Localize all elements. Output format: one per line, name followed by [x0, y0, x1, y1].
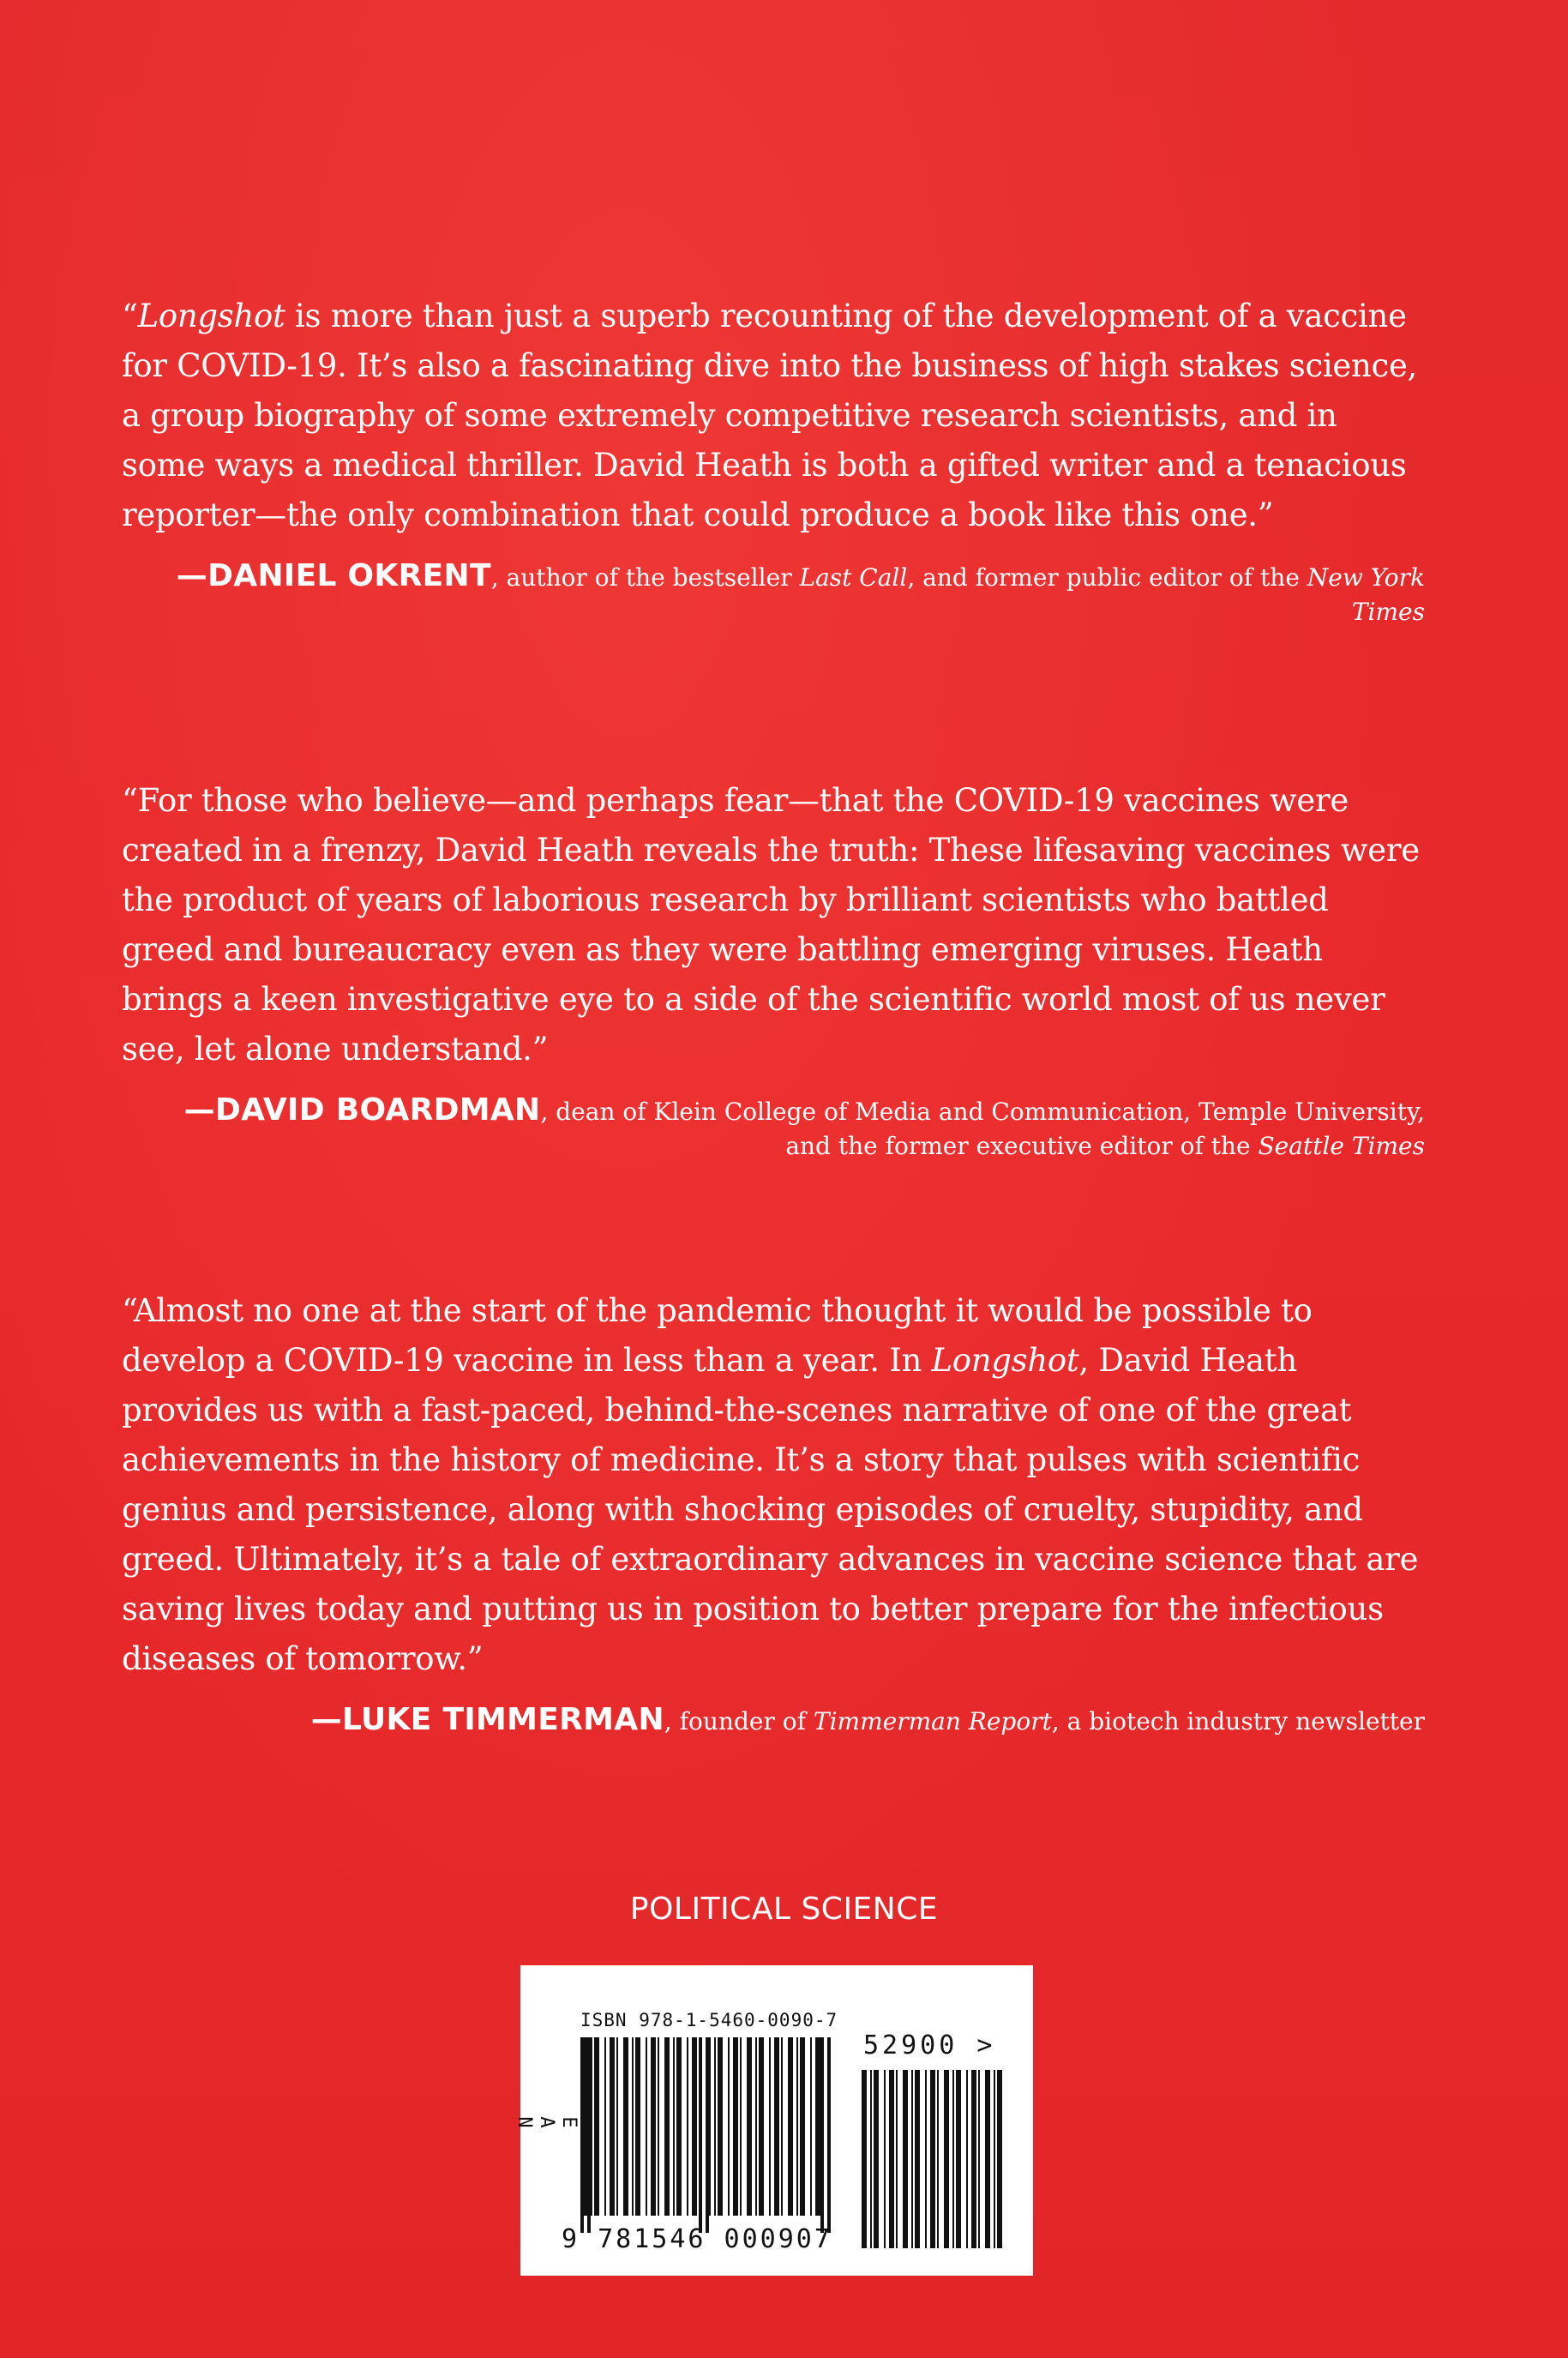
barcode-bar	[788, 2037, 793, 2216]
barcode-bar	[903, 2070, 908, 2248]
attribution-publication: Timmerman Report	[813, 1707, 1052, 1735]
attribution-text: , and former public editor of the	[907, 563, 1307, 592]
price-code: 52900 >	[863, 2030, 996, 2060]
attribution-text: , author of the bestseller	[490, 563, 800, 592]
attribution-line-1	[122, 1093, 1425, 1129]
barcode-bar	[971, 2070, 976, 2248]
barcode-bar	[651, 2037, 656, 2216]
barcode-bar	[985, 2070, 990, 2248]
quote-text: , David Heath provides us with a fast-paced, behind-the-scenes narrative of one of the great achievements in the history of medicine. It’s a story that pulses with scientific genius and persistence, along with shocking episodes of cruelty, stupidity, and greed. Ultimately, it’s a tale of extraordinary advances in vaccine science that are saving lives today and putting us in position to better prepare for the infectious diseases of tomorrow.”	[122, 1342, 1419, 1677]
barcode-bar	[997, 2070, 1002, 2248]
barcode-bar	[796, 2037, 798, 2216]
barcode-guard-bar	[706, 2037, 709, 2233]
blurb-boardman	[122, 776, 1425, 1164]
book-title: Longshot	[931, 1342, 1079, 1379]
barcode-guard-bar	[827, 2037, 831, 2233]
barcode-bar	[915, 2070, 920, 2248]
barcode-bar	[952, 2070, 954, 2248]
attribution-book-title: Last Call	[799, 563, 908, 592]
barcode-panel	[514, 1965, 1033, 2276]
attribution-name: —LUKE TIMMERMAN	[310, 1702, 664, 1737]
quote-open-mark: “	[122, 298, 138, 334]
barcode-bar	[673, 2037, 675, 2216]
blurb-quote	[122, 1286, 1425, 1684]
barcode-bar	[944, 2070, 949, 2248]
blurb-attribution	[122, 1093, 1425, 1164]
barcode-bar	[815, 2037, 820, 2216]
attribution-text: , founder of	[664, 1707, 814, 1735]
barcode-bar	[925, 2070, 927, 2248]
barcode-bar	[658, 2037, 659, 2216]
barcode-bar	[884, 2070, 886, 2248]
ean-letter: N	[514, 2116, 535, 2128]
blurb-attribution	[122, 1703, 1425, 1739]
attribution-text: , a biotech industry newsletter	[1051, 1707, 1425, 1735]
barcode-guard-bar	[699, 2037, 702, 2233]
barcode-bar	[728, 2037, 730, 2216]
barcode-bar	[781, 2037, 783, 2216]
barcode-bar	[733, 2037, 738, 2216]
attribution-text: , dean of Klein College of Media and Communication, Temple University,	[540, 1098, 1425, 1126]
barcode-bar	[978, 2070, 980, 2248]
barcode-bar	[718, 2037, 723, 2216]
barcode-bar	[937, 2070, 939, 2248]
ean-label	[513, 2105, 580, 2139]
barcode-bar	[591, 2037, 592, 2216]
barcode-guard-bar	[820, 2037, 824, 2233]
barcode-bar	[810, 2037, 812, 2216]
barcode-bar	[889, 2070, 894, 2248]
attribution-name: —DANIEL OKRENT	[176, 558, 491, 593]
barcode-bar	[874, 2070, 879, 2248]
barcode-bar	[664, 2037, 670, 2216]
attribution-name: —DAVID BOARDMAN	[183, 1092, 541, 1128]
blurb-okrent	[122, 292, 1425, 629]
barcode-bar	[687, 2037, 688, 2216]
barcode-bar	[676, 2037, 682, 2216]
barcode-bar	[966, 2070, 968, 2248]
barcode-bar	[646, 2037, 647, 2216]
barcode-bar	[740, 2037, 742, 2216]
blurb-timmerman	[122, 1286, 1425, 1739]
barcode-bar	[755, 2037, 757, 2216]
barcode-bar	[870, 2070, 872, 2248]
blurb-attribution	[122, 559, 1425, 629]
barcode-digits: 9 781546 000907	[562, 2224, 832, 2254]
attribution-text: and the former executive editor of the	[785, 1132, 1259, 1160]
barcode-bar	[769, 2037, 771, 2216]
quote-text: “Almost no one at the start of the pandemic thought it would be possible to develop a COVID-19 vaccine in less than a year. In	[122, 1292, 1313, 1379]
attribution-publication: New York Times	[1307, 563, 1425, 626]
barcode-bar	[956, 2070, 961, 2248]
barcode-bar	[896, 2070, 898, 2248]
barcode-bar	[632, 2037, 634, 2216]
barcode-bar	[759, 2037, 764, 2216]
book-category: POLITICAL SCIENCE	[629, 1892, 939, 1927]
barcode-bar	[747, 2037, 752, 2216]
barcode-bar	[714, 2037, 716, 2216]
barcode-bar	[800, 2037, 805, 2216]
barcode-bar	[692, 2037, 697, 2216]
barcode-bar	[930, 2070, 935, 2248]
attribution-publication: Seattle Times	[1258, 1132, 1425, 1160]
barcode-bar	[911, 2070, 913, 2248]
barcode-bar	[616, 2037, 618, 2216]
quote-text: is more than just a superb recounting of the development of a vaccine for COVID-19. It’s also a fascinating dive into the business of high stakes science, a group biography of some extremely competitive research scientists, and in some ways a medical thriller. David Heath is both a gifted writer and a tenacious reporter—the only combination that could produce a book like this one.”	[122, 298, 1418, 533]
ean-letter: E	[558, 2116, 580, 2128]
barcode-bar	[862, 2070, 867, 2248]
blurb-quote: “For those who believe—and perhaps fear—that the COVID-19 vaccines were created in a frenzy, David Heath reveals the truth: These lifesaving vaccines were the product of years of laborious research by brilliant scientists who battled greed and bureaucracy even as they were battling emerging viruses. Heath brings a keen investigative eye to a side of the scientific world most of us never see, let alone understand.”	[122, 782, 1420, 1068]
barcode-bar	[623, 2037, 628, 2216]
barcode-guard-bar	[580, 2037, 584, 2233]
blurb-quote	[122, 292, 1425, 540]
book-title: Longshot	[137, 298, 285, 334]
ean-letter: A	[536, 2116, 557, 2128]
barcode-bar	[994, 2070, 995, 2248]
barcode-bar	[594, 2037, 599, 2216]
barcode-bar	[604, 2037, 606, 2216]
barcode-guard-bar	[587, 2037, 591, 2233]
attribution-line-2	[122, 1129, 1425, 1164]
barcode-bar	[774, 2037, 779, 2216]
barcode-bar	[610, 2037, 615, 2216]
isbn-number: ISBN 978-1-5460-0090-7	[580, 2010, 838, 2030]
barcode-bar	[635, 2037, 640, 2216]
